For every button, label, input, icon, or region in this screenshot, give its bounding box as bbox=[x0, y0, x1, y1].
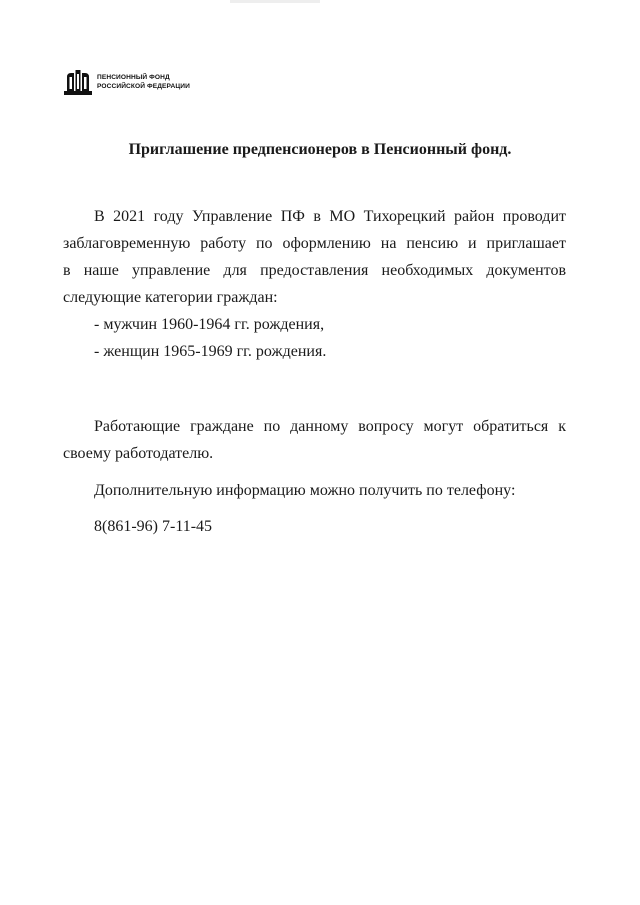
paragraph-line: В 2021 году Управление ПФ в МО Тихорецкий район проводит bbox=[94, 208, 566, 225]
paragraph-working bbox=[63, 413, 566, 467]
logo-caption bbox=[97, 73, 190, 91]
logo-line-1: ПЕНСИОННЫЙ ФОНД bbox=[97, 74, 170, 81]
paragraph-line: заблаговременную работу по оформлению на пенсию и приглашает bbox=[63, 235, 566, 252]
paragraph-intro bbox=[63, 203, 566, 365]
list-item: - женщин 1965-1969 гг. рождения. bbox=[94, 343, 327, 360]
paragraph-line: в наше управление для предоставления необходимых документов bbox=[63, 262, 566, 279]
pfr-logo bbox=[63, 66, 190, 98]
scan-artifact bbox=[230, 0, 320, 3]
paragraph-line: следующие категории граждан: bbox=[63, 289, 278, 306]
paragraph-info bbox=[63, 477, 566, 504]
list-item: - мужчин 1960-1964 гг. рождения, bbox=[94, 316, 325, 333]
document-title: Приглашение предпенсионеров в Пенсионный фонд. bbox=[128, 141, 512, 158]
paragraph-line: Дополнительную информацию можно получить по телефону: bbox=[94, 482, 516, 499]
pfr-emblem-icon bbox=[63, 67, 93, 97]
paragraph-line: своему работодателю. bbox=[63, 445, 214, 462]
paragraph-line: Работающие граждане по данному вопросу могут обратиться к bbox=[94, 418, 566, 435]
logo-line-2: РОССИЙСКОЙ ФЕДЕРАЦИИ bbox=[97, 83, 190, 90]
phone-number: 8(861-96) 7-11-45 bbox=[94, 518, 213, 535]
phone-block bbox=[63, 513, 566, 540]
